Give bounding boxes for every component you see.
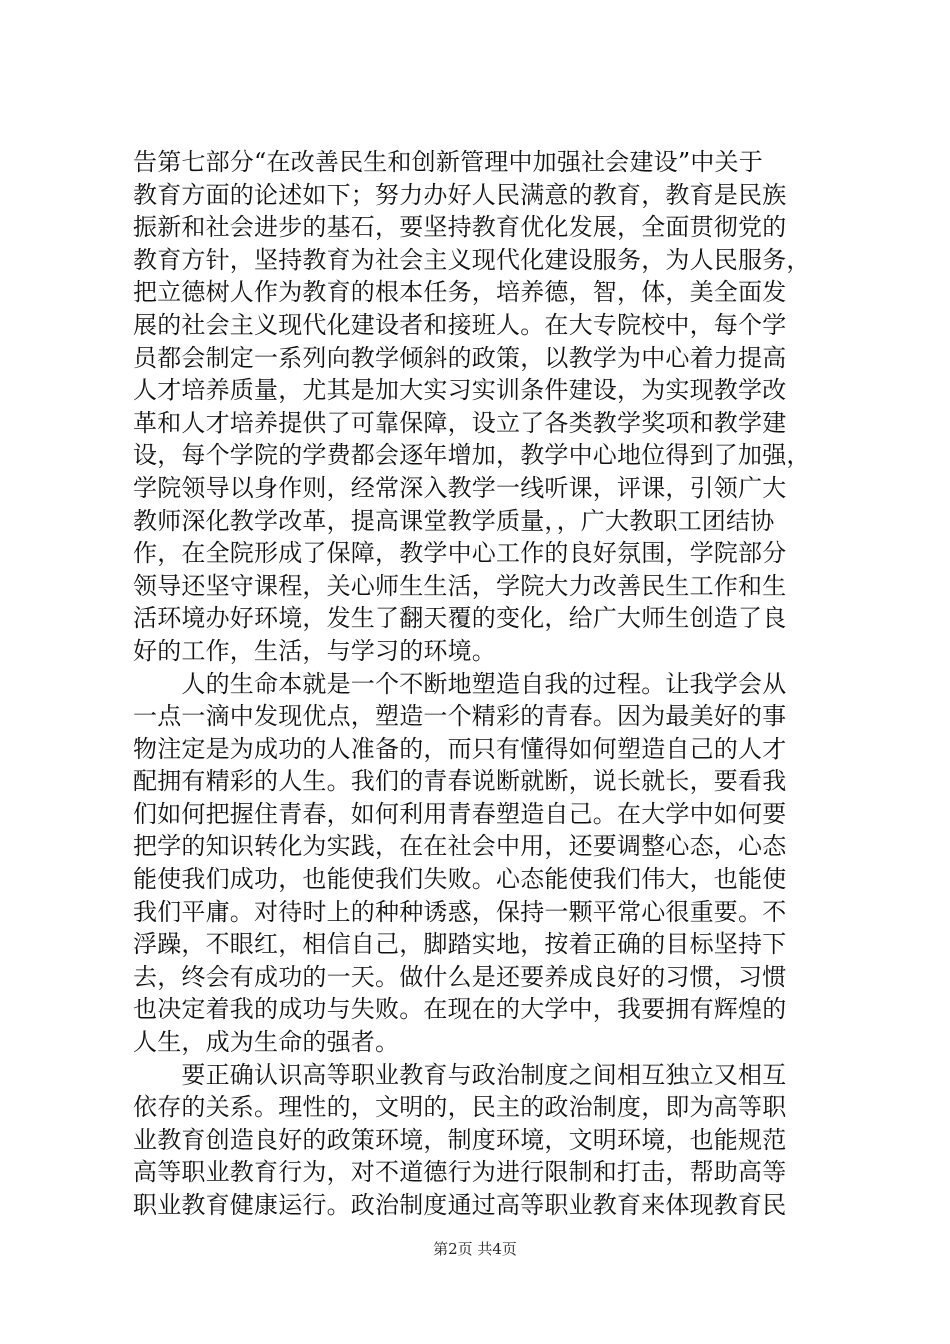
text-line: 要正确认识高等职业教育与政治制度之间相互独立又相互 xyxy=(133,1060,787,1089)
text-line: 职业教育健康运行。政治制度通过高等职业教育来体现教育民 xyxy=(133,1191,787,1219)
body-text xyxy=(133,146,833,1222)
text-line: 把立德树人作为教育的根本任务，培养德，智，体，美全面发 xyxy=(133,278,787,307)
text-line: 活环境办好环境，发生了翻天覆的变化，给广大师生创造了良 xyxy=(133,604,787,633)
text-line: 教师深化教学改革，提高课堂教学质量，，广大教职工团结协 xyxy=(133,506,775,535)
text-line: 人才培养质量，尤其是加大实习实训条件建设，为实现教学改 xyxy=(133,376,787,405)
text-line: 革和人才培养提供了可靠保障，设立了各类教学奖项和教学建 xyxy=(133,408,787,437)
text-line: 设，每个学院的学费都会逐年增加，教学中心地位得到了加强， xyxy=(133,441,811,470)
text-line: 配拥有精彩的人生。我们的青春说断就断，说长就长，要看我 xyxy=(133,767,787,796)
text-line: 好的工作，生活，与学习的环境。 xyxy=(133,636,496,665)
text-line: 业教育创造良好的政策环境，制度环境，文明环境，也能规范 xyxy=(133,1125,787,1154)
text-line: 作，在全院形成了保障，教学中心工作的良好氛围，学院部分 xyxy=(133,539,787,568)
text-line: 教育方针，坚持教育为社会主义现代化建设服务，为人民服务， xyxy=(133,245,811,274)
text-line: 也决定着我的成功与失败。在现在的大学中，我要拥有辉煌的 xyxy=(133,995,787,1024)
text-line: 浮躁，不眼红，相信自己，脚踏实地，按着正确的目标坚持下 xyxy=(133,930,787,959)
text-line: 振新和社会进步的基石，要坚持教育优化发展，全面贯彻党的 xyxy=(133,213,787,242)
text-line: 能使我们成功，也能使我们失败。心态能使我们伟大，也能使 xyxy=(133,865,787,894)
text-line: 依存的关系。理性的，文明的，民主的政治制度，即为高等职 xyxy=(133,1093,787,1122)
text-line: 领导还坚守课程，关心师生生活，学院大力改善民生工作和生 xyxy=(133,571,787,600)
text-line: 一点一滴中发现优点，塑造一个精彩的青春。因为最美好的事 xyxy=(133,702,787,731)
text-line: 去，终会有成功的一天。做什么是还要养成良好的习惯，习惯 xyxy=(133,962,787,991)
text-line: 们如何把握住青春，如何利用青春塑造自己。在大学中如何要 xyxy=(133,799,787,828)
text-line: 告第七部分“在改善民生和创新管理中加强社会建设”中关于 xyxy=(133,148,763,176)
text-line: 我们平庸。对待时上的种种诱惑，保持一颗平常心很重要。不 xyxy=(133,897,787,926)
text-line: 把学的知识转化为实践，在在社会中用，还要调整心态，心态 xyxy=(133,832,787,861)
text-line: 人的生命本就是一个不断地塑造自我的过程。让我学会从 xyxy=(133,669,787,698)
text-line: 物注定是为成功的人准备的，而只有懂得如何塑造自己的人才 xyxy=(133,734,787,763)
text-line: 教育方面的论述如下；努力办好人民满意的教育，教育是民族 xyxy=(133,180,787,209)
page-footer: 第2页 共4页 xyxy=(433,1240,517,1258)
text-line: 员都会制定一系列向教学倾斜的政策，以教学为中心着力提高 xyxy=(133,343,787,372)
text-line: 展的社会主义现代化建设者和接班人。在大专院校中，每个学 xyxy=(133,310,787,339)
text-line: 高等职业教育行为，对不道德行为进行限制和打击，帮助高等 xyxy=(133,1158,787,1187)
text-line: 人生，成为生命的强者。 xyxy=(133,1028,400,1057)
text-line: 学院领导以身作则，经常深入教学一线听课，评课，引领广大 xyxy=(133,473,787,502)
